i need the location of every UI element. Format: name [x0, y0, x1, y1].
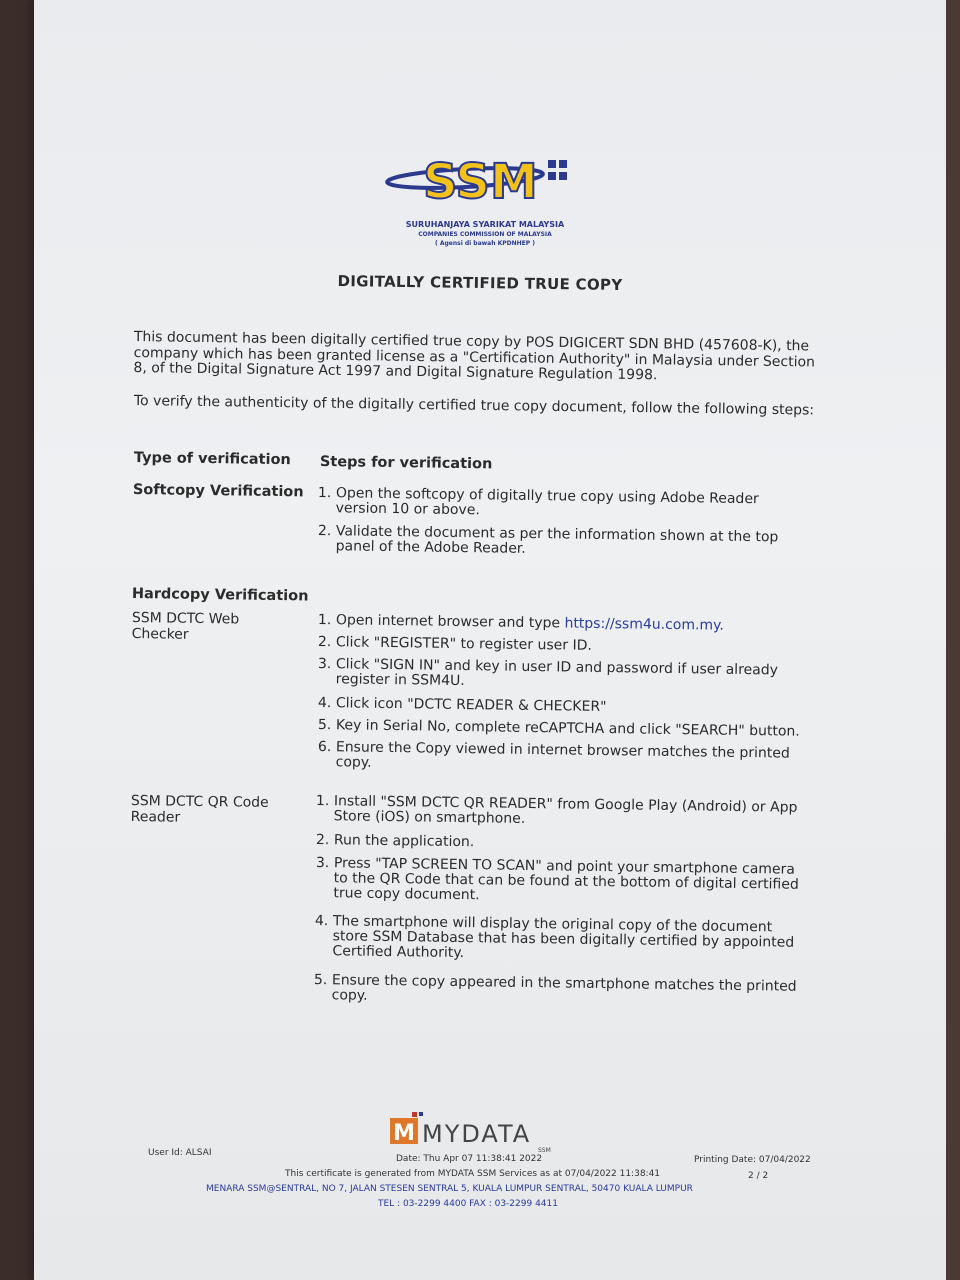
page-edge — [946, 0, 960, 1280]
mydata-sub: SSM — [538, 1147, 551, 1154]
ssm4u-link[interactable]: https://ssm4u.com.my — [564, 615, 720, 634]
instructions-paragraph: To verify the authenticity of the digitally certified true copy document, follow the following steps: — [133, 393, 815, 419]
agency-note: ( Agensi di bawah KPDNHEP ) — [435, 240, 535, 247]
web-step-4: 4. Click icon "DCTC READER & CHECKER" — [317, 695, 607, 716]
logo-wordmark: SSM — [423, 154, 538, 210]
web-checker-label: SSM DCTC Web Checker — [131, 610, 240, 643]
qr-step-1: 1. Install "SSM DCTC QR READER" from Google Play (Android) or App Store (iOS) on smartphone. — [315, 793, 798, 827]
qr-step-5: 5. Ensure the copy appeared in the smartphone matches the printed copy. — [313, 972, 797, 1004]
agency-name: SURUHANJAYA SYARIKAT MALAYSIA — [405, 220, 565, 229]
qr-reader-label: SSM DCTC QR Code Reader — [130, 793, 269, 826]
mydata-logo — [390, 1112, 560, 1154]
header-type: Type of verification — [133, 450, 291, 469]
user-id: User Id: ALSAI — [148, 1148, 212, 1158]
agency-name-en: COMPANIES COMMISSION OF MALAYSIA — [418, 231, 552, 238]
mydata-wordmark: MYDATA — [422, 1120, 532, 1148]
page-number: 2 / 2 — [748, 1171, 769, 1181]
svg-text:M: M — [393, 1121, 415, 1146]
printing-date: Printing Date: 07/04/2022 — [694, 1155, 811, 1165]
print-date-time: Date: Thu Apr 07 11:38:41 2022 — [396, 1154, 543, 1164]
web-step-1: 1. Open internet browser and type https://ssm4u.com.my. — [317, 612, 724, 634]
intro-paragraph: This document has been digitally certified true copy by POS DIGICERT SDN BHD (457608-K), the company which has been granted license as a "Certification Authority" in Malaysia under Section 8, of the Digital Signature Act 1997 and Digital Signature Regulation 1998. — [133, 329, 816, 384]
page-title: DIGITALLY CERTIFIED TRUE COPY — [337, 272, 623, 294]
qr-step-4: 4. The smartphone will display the original copy of the document store SSM Database that has been digitally certified by appointed Certified Authority. — [314, 913, 795, 962]
softcopy-step-2: 2. Validate the document as per the information shown at the top panel of the Adobe Reader. — [317, 523, 779, 557]
softcopy-label: Softcopy Verification — [132, 482, 304, 501]
generated-note: This certificate is generated from MYDATA SSM Services as at 07/04/2022 11:38:41 — [285, 1169, 661, 1179]
web-step-3: 3. Click "SIGN IN" and key in user ID and password if user already register in SSM4U. — [317, 656, 779, 690]
web-step-2: 2. Click "REGISTER" to register user ID. — [317, 634, 592, 654]
contact: TEL : 03-2299 4400 FAX : 03-2299 4411 — [378, 1199, 558, 1209]
qr-step-2: 2. Run the application. — [315, 832, 475, 851]
hardcopy-heading: Hardcopy Verification — [131, 586, 309, 605]
address: MENARA SSM@SENTRAL, NO 7, JALAN STESEN SENTRAL 5, KUALA LUMPUR SENTRAL, 50470 KUALA LUMPUR — [206, 1184, 693, 1194]
softcopy-step-1: 1. Open the softcopy of digitally true copy using Adobe Reader version 10 or above. — [317, 485, 759, 519]
qr-step-3: 3. Press "TAP SCREEN TO SCAN" and point your smartphone camera to the QR Code that can be found at the bottom of digital certified true copy document. — [315, 855, 799, 904]
web-step-5: 5. Key in Serial No, complete reCAPTCHA and click "SEARCH" button. — [317, 717, 800, 740]
web-step-6: 6. Ensure the Copy viewed in internet browser matches the printed copy. — [317, 739, 790, 771]
header-steps: Steps for verification — [319, 454, 493, 473]
